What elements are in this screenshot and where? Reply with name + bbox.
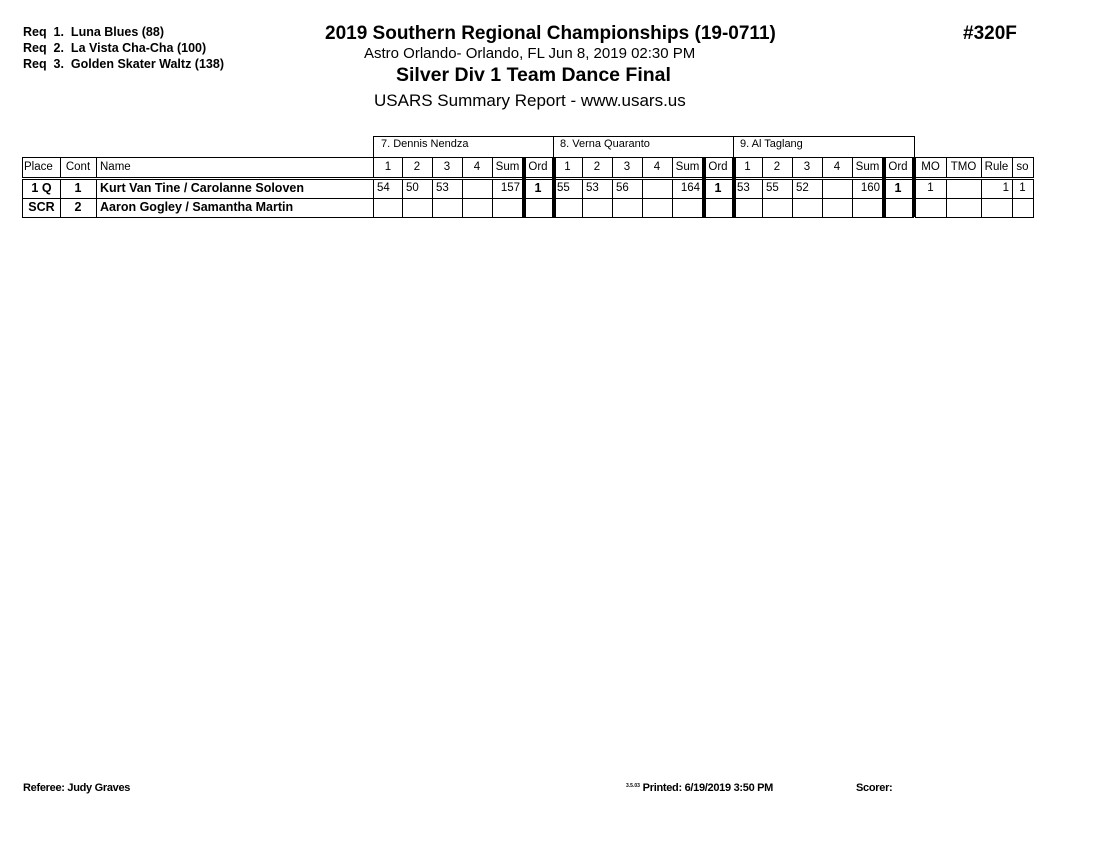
- column-header-name: Name: [96, 157, 374, 178]
- row-judge-8-sum: 164: [672, 179, 704, 199]
- row-judge-8-ord: 1: [703, 179, 734, 199]
- row-rule: [981, 198, 1013, 218]
- judge-header-7: 7. Dennis Nendza: [373, 136, 554, 158]
- row-tmo: [946, 198, 982, 218]
- judge-9-column-header-s3: 3: [792, 157, 823, 178]
- row-mo: 1: [915, 179, 947, 199]
- judge-9-column-header-s1: 1: [733, 157, 763, 178]
- event-title: Silver Div 1 Team Dance Final: [396, 64, 671, 86]
- column-header-tmo: TMO: [946, 157, 982, 178]
- judge-7-column-header-s3: 3: [432, 157, 463, 178]
- judge-7-column-header-s2: 2: [402, 157, 433, 178]
- row-judge-7-sum: 157: [492, 179, 524, 199]
- row-judge-9-s1: 53: [733, 179, 763, 199]
- row-judge-8-s4: [642, 198, 673, 218]
- column-divider: [522, 158, 526, 217]
- judge-7-column-header-ord: Ord: [523, 157, 554, 178]
- row-judge-7-ord: 1: [523, 179, 554, 199]
- column-divider: [882, 158, 886, 217]
- requirement-2: Req 2. La Vista Cha-Cha (100): [23, 41, 207, 55]
- report-title: USARS Summary Report - www.usars.us: [374, 91, 686, 110]
- row-judge-9-s4: [822, 198, 853, 218]
- competition-title: 2019 Southern Regional Championships (19-0711): [325, 23, 776, 44]
- row-cont: 2: [60, 198, 97, 218]
- row-judge-8-s1: [553, 198, 583, 218]
- judge-header-9: 9. Al Taglang: [733, 136, 915, 158]
- row-judge-7-s4: [462, 179, 493, 199]
- column-divider: [732, 158, 736, 217]
- printed-timestamp: Printed: 6/19/2019 3:50 PM: [642, 782, 774, 794]
- judge-9-column-header-s4: 4: [822, 157, 853, 178]
- row-judge-7-s2: 50: [402, 179, 433, 199]
- row-judge-9-sum: [852, 198, 884, 218]
- row-judge-7-sum: [492, 198, 524, 218]
- venue-date: Astro Orlando- Orlando, FL Jun 8, 2019 02:30 PM: [364, 45, 696, 62]
- judge-9-column-header-ord: Ord: [883, 157, 914, 178]
- row-judge-9-s1: [733, 198, 763, 218]
- judge-7-column-header-sum: Sum: [492, 157, 524, 178]
- row-name: Aaron Gogley / Samantha Martin: [96, 198, 374, 218]
- row-judge-9-ord: 1: [883, 179, 914, 199]
- row-mo: [915, 198, 947, 218]
- scorer-label: Scorer:: [856, 782, 893, 794]
- row-place: SCR: [22, 198, 61, 218]
- row-judge-8-s4: [642, 179, 673, 199]
- row-judge-7-s2: [402, 198, 433, 218]
- judge-8-column-header-s2: 2: [582, 157, 613, 178]
- row-judge-9-s4: [822, 179, 853, 199]
- judge-7-column-header-s4: 4: [462, 157, 493, 178]
- row-place: 1 Q: [22, 179, 61, 199]
- row-cont: 1: [60, 179, 97, 199]
- row-judge-9-s3: 52: [792, 179, 823, 199]
- referee-label: Referee: Judy Graves: [23, 782, 131, 794]
- row-judge-9-s3: [792, 198, 823, 218]
- column-divider: [912, 158, 916, 217]
- row-judge-8-s2: [582, 198, 613, 218]
- requirement-3: Req 3. Golden Skater Waltz (138): [23, 57, 224, 71]
- row-judge-9-s2: [762, 198, 793, 218]
- row-judge-7-s3: [432, 198, 463, 218]
- column-header-place: Place: [22, 157, 61, 178]
- judge-8-column-header-s1: 1: [553, 157, 583, 178]
- row-judge-9-sum: 160: [852, 179, 884, 199]
- row-judge-8-sum: [672, 198, 704, 218]
- printed-info: [626, 782, 773, 794]
- column-header-so: so: [1012, 157, 1034, 178]
- judge-header-8: 8. Verna Quaranto: [553, 136, 734, 158]
- row-judge-8-s1: 55: [553, 179, 583, 199]
- row-so: 1: [1012, 179, 1034, 199]
- row-tmo: [946, 179, 982, 199]
- judge-8-column-header-s3: 3: [612, 157, 643, 178]
- row-judge-7-s4: [462, 198, 493, 218]
- row-judge-7-s3: 53: [432, 179, 463, 199]
- judge-9-column-header-s2: 2: [762, 157, 793, 178]
- judge-9-column-header-sum: Sum: [852, 157, 884, 178]
- column-header-mo: MO: [915, 157, 947, 178]
- column-header-cont: Cont: [60, 157, 97, 178]
- requirement-1: Req 1. Luna Blues (88): [23, 25, 165, 39]
- judge-8-column-header-ord: Ord: [703, 157, 734, 178]
- row-judge-8-s2: 53: [582, 179, 613, 199]
- row-judge-8-s3: [612, 198, 643, 218]
- row-judge-7-s1: [373, 198, 403, 218]
- judge-8-column-header-s4: 4: [642, 157, 673, 178]
- column-divider: [702, 158, 706, 217]
- row-judge-9-s2: 55: [762, 179, 793, 199]
- row-judge-7-s1: 54: [373, 179, 403, 199]
- row-rule: 1: [981, 179, 1013, 199]
- row-judge-9-ord: [883, 198, 914, 218]
- judge-7-column-header-s1: 1: [373, 157, 403, 178]
- row-judge-7-ord: [523, 198, 554, 218]
- event-number: #320F: [963, 23, 1017, 44]
- column-header-rule: Rule: [981, 157, 1013, 178]
- row-so: [1012, 198, 1034, 218]
- judge-8-column-header-sum: Sum: [672, 157, 704, 178]
- row-judge-8-ord: [703, 198, 734, 218]
- row-judge-8-s3: 56: [612, 179, 643, 199]
- row-name: Kurt Van Tine / Carolanne Soloven: [96, 179, 374, 199]
- version-label: 3.5.03: [626, 783, 640, 789]
- column-divider: [552, 158, 556, 217]
